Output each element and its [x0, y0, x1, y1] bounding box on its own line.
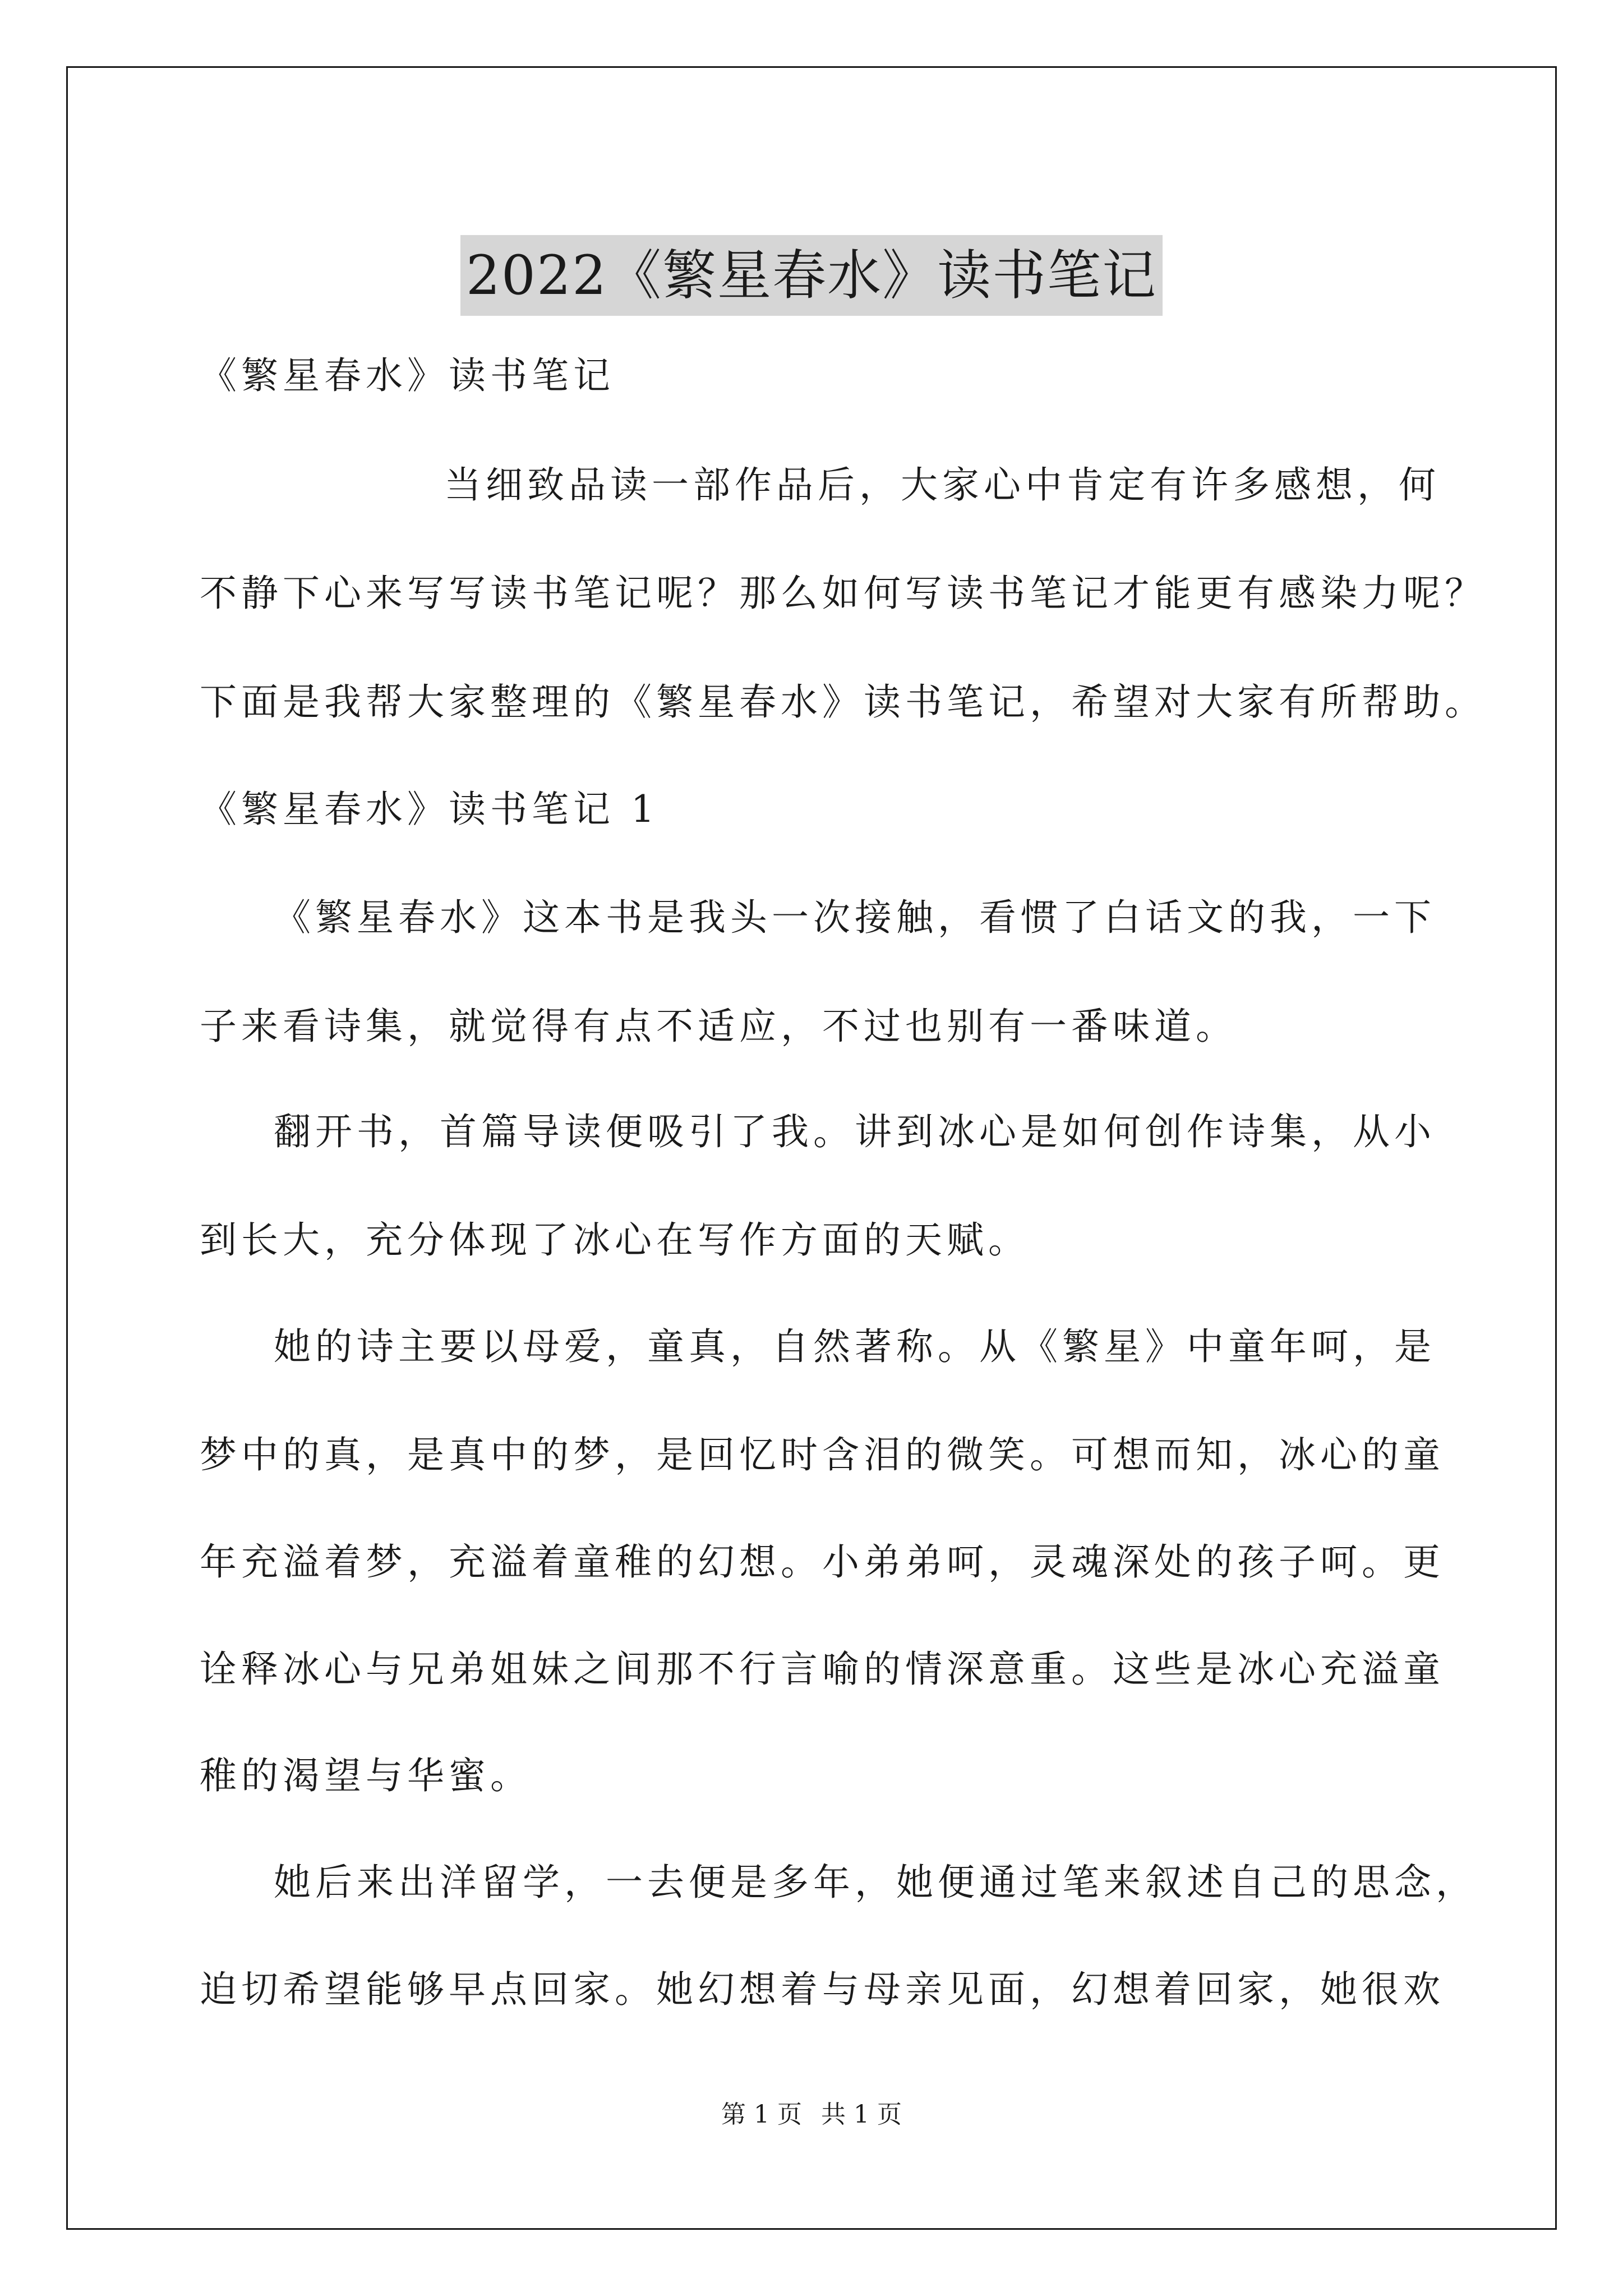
document-subtitle: 《繁星春水》读书笔记 — [200, 354, 615, 397]
page-footer — [0, 2098, 1623, 2132]
paragraph-line: 稚的渴望与华蜜。 — [200, 1754, 532, 1797]
paragraph-line: 她的诗主要以母爱，童真，自然著称。从《繁星》中童年呵，是 — [274, 1325, 1436, 1368]
paragraph-line: 年充溢着梦，充溢着童稚的幻想。小弟弟呵，灵魂深处的孩子呵。更 — [200, 1540, 1445, 1584]
paragraph-line: 迫切希望能够早点回家。她幻想着与母亲见面，幻想着回家，她很欢 — [200, 1968, 1445, 2011]
paragraph-line: 当细致品读一部作品后，大家心中肯定有许多感想，何 — [444, 463, 1440, 507]
section-heading: 《繁星春水》读书笔记 1 — [200, 788, 659, 831]
paragraph-line: 诠释冰心与兄弟姐妹之间那不行言喻的情深意重。这些是冰心充溢童 — [200, 1648, 1445, 1691]
paragraph-line: 到长大，充分体现了冰心在写作方面的天赋。 — [200, 1218, 1030, 1262]
page-number-total: 共 1 页 — [821, 2100, 902, 2129]
paragraph-line: 翻开书，首篇导读便吸引了我。讲到冰心是如何创作诗集，从小 — [274, 1110, 1436, 1153]
document-title: 2022《繁星春水》读书笔记 — [460, 235, 1163, 316]
paragraph-line: 不静下心来写写读书笔记呢？那么如何写读书笔记才能更有感染力呢？ — [200, 572, 1486, 615]
paragraph-line: 《繁星春水》这本书是我头一次接触，看惯了白话文的我，一下 — [274, 896, 1436, 939]
title-container — [0, 199, 1623, 352]
paragraph-line: 子来看诗集，就觉得有点不适应，不过也别有一番味道。 — [200, 1005, 1237, 1048]
paragraph-line: 梦中的真，是真中的梦，是回忆时含泪的微笑。可想而知，冰心的童 — [200, 1433, 1445, 1476]
paragraph-line: 下面是我帮大家整理的《繁星春水》读书笔记，希望对大家有所帮助。 — [200, 680, 1486, 724]
page-number-current: 第 1 页 — [721, 2100, 802, 2129]
paragraph-line: 她后来出洋留学，一去便是多年，她便通过笔来叙述自己的思念， — [274, 1861, 1477, 1904]
